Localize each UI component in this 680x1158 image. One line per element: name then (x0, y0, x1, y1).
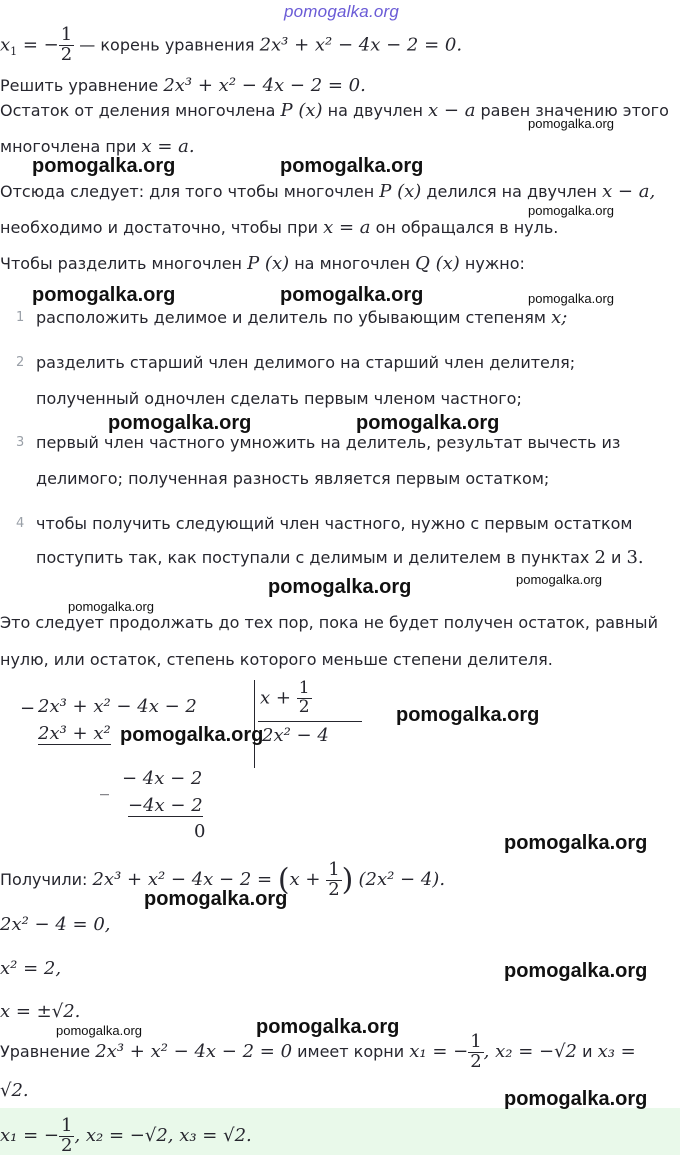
conclusion-line1: Уравнение 2x³ + x² − 4x − 2 = 0 имеет корни x₁ = − $\frac{1}{2}$ , x₂ = −√2 и x₃ = (0, 1031, 636, 1072)
watermark: pomogalka.org (528, 291, 614, 306)
minus-sign: − (20, 698, 36, 719)
remainder-final: 0 (194, 821, 206, 842)
watermark: pomogalka.org (32, 155, 176, 177)
minus-sign-2: _ (100, 775, 109, 796)
watermark: pomogalka.org (396, 704, 540, 726)
watermark: pomogalka.org (280, 284, 424, 306)
remainder-1: − 4x − 2 (122, 768, 203, 789)
conclusion-line2: √2. (0, 1080, 29, 1101)
divisor: x + $\frac{1}{2}$ (260, 678, 310, 717)
intro-line: $x_1$ = − $\frac{1}{2}$ — корень уравнения 2x³ + x² − 4x − 2 = 0. (0, 24, 463, 65)
theory-p1-line2: многочлена при x = a. (0, 136, 195, 157)
long-division (0, 680, 380, 850)
watermark: pomogalka.org (280, 155, 424, 177)
watermark: pomogalka.org (32, 284, 176, 306)
fraction: $\frac{1}{2}$ (60, 24, 73, 65)
result-eq2: x² = 2, (0, 958, 62, 979)
theory-p2-line2: необходимо и достаточно, чтобы при x = a он обращался в нуль. (0, 217, 559, 238)
watermark: pomogalka.org (528, 116, 614, 131)
watermark: pomogalka.org (504, 1088, 648, 1110)
theory-p3: Чтобы разделить многочлен P (x) на многочлен Q (x) нужно: (0, 253, 525, 274)
watermark: pomogalka.org (144, 888, 288, 910)
watermark: pomogalka.org (120, 724, 264, 746)
result-factorization: Получили: 2x³ + x² − 4x − 2 = (x + $\frac{1}{2}$ ) (2x² − 4). (0, 859, 446, 900)
subtrahend-1: 2x³ + x² (38, 723, 111, 744)
continue-line2: нулю, или остаток, степень которого меньше степени делителя. (0, 650, 553, 669)
subtrahend-2: −4x − 2 (128, 795, 203, 816)
result-eq3: x = ±√2. (0, 1001, 81, 1022)
watermark: pomogalka.org (256, 1016, 400, 1038)
watermark: pomogalka.org (504, 832, 648, 854)
quotient: 2x² − 4 (262, 725, 329, 746)
watermark: pomogalka.org (516, 572, 602, 587)
watermark: pomogalka.org (268, 576, 412, 598)
task-line: Решить уравнение 2x³ + x² − 4x − 2 = 0. (0, 75, 366, 96)
result-eq1: 2x² − 4 = 0, (0, 914, 111, 935)
answer-box (0, 1108, 680, 1155)
watermark: pomogalka.org (56, 1023, 142, 1038)
site-logo[interactable]: pomogalka.org (284, 2, 400, 21)
theory-p1-line1: Остаток от деления многочлена P (x) на двучлен x − a равен значению этого (0, 100, 669, 121)
divisor-underline (258, 721, 362, 722)
watermark: pomogalka.org (356, 412, 500, 434)
watermark: pomogalka.org (68, 599, 154, 614)
answer-line: x₁ = − $\frac{1}{2}$ , x₂ = −√2, x₃ = √2. (0, 1114, 252, 1156)
watermark: pomogalka.org (528, 203, 614, 218)
dividend: 2x³ + x² − 4x − 2 (38, 696, 197, 717)
watermark: pomogalka.org (108, 412, 252, 434)
watermark: pomogalka.org (504, 960, 648, 982)
theory-p2-line1: Отсюда следует: для того чтобы многочлен P (x) делился на двучлен x − a, (0, 181, 656, 202)
continue-line1: Это следует продолжать до тех пор, пока не будет получен остаток, равный (0, 613, 658, 632)
